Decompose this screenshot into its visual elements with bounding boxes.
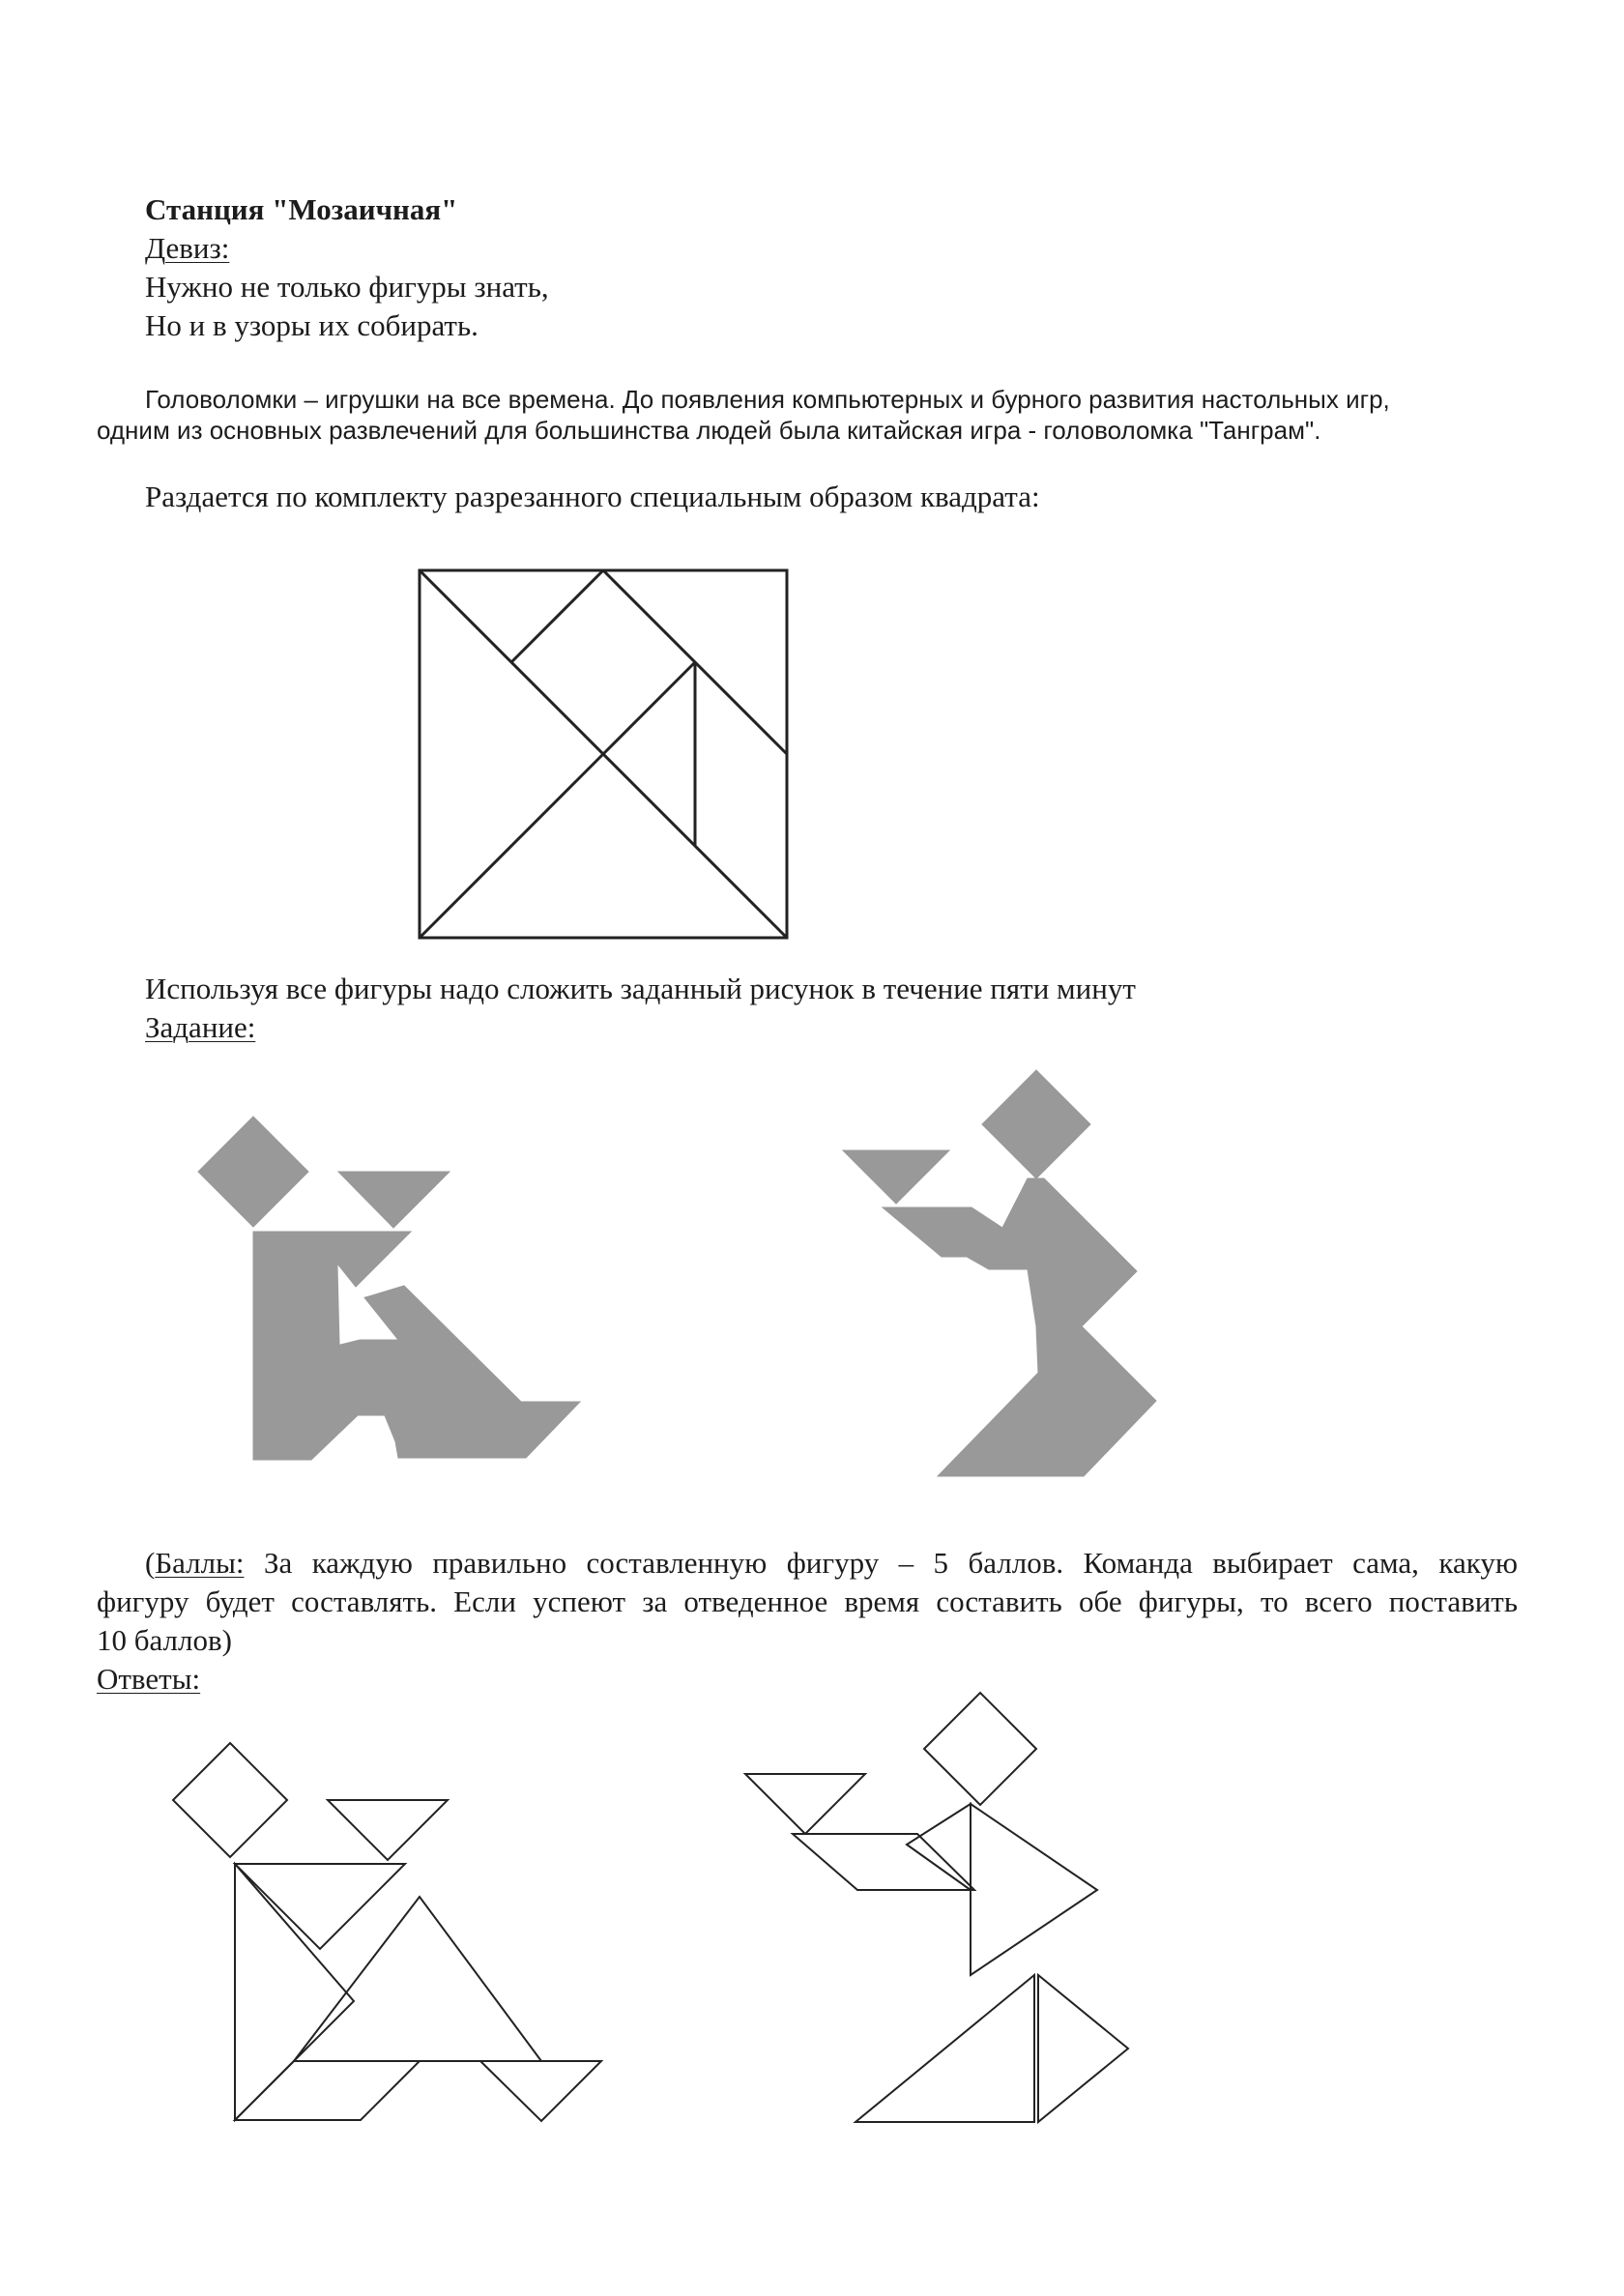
- answer2-large-triangle-upper: [971, 1804, 1097, 1975]
- intro-line-2: одним из основных развлечений для большинства людей была китайская игра - головоломка "Танграм".: [97, 416, 1321, 445]
- instruction-text: Используя все фигуры надо сложить заданный рисунок в течение пяти минут: [145, 972, 1136, 1005]
- scoring-line-3: 10 баллов): [97, 1623, 232, 1657]
- answer1-square: [173, 1743, 287, 1857]
- answer2-medium-triangle: [1038, 1975, 1128, 2122]
- motto-line-1: Нужно не только фигуры знать,: [145, 270, 549, 304]
- answer1-large-triangle-top: [294, 1897, 541, 2061]
- scoring-line-1-text: За каждую правильно составленную фигуру – 5 баллов. Команда выбирает сама, какую: [244, 1546, 1518, 1580]
- task-label: Задание:: [145, 1010, 256, 1044]
- scoring-open-paren: (: [145, 1546, 156, 1580]
- motto-line-2: Но и в узоры их собирать.: [145, 308, 478, 342]
- handout-text: Раздается по комплекту разрезанного специальным образом квадрата:: [145, 480, 1040, 513]
- motto-label: Девиз:: [145, 231, 230, 265]
- station-title: Станция "Мозаичная": [145, 192, 458, 226]
- intro-line-1: Головоломки – игрушки на все времена. До появления компьютерных и бурного развития настольных игр,: [145, 385, 1390, 414]
- answer1-medium-triangle: [235, 1864, 405, 1949]
- answer2-parallelogram: [793, 1834, 974, 1890]
- answer2-square: [924, 1693, 1036, 1805]
- answer1-large-triangle-left: [235, 1864, 354, 2120]
- answer1-parallelogram: [235, 2061, 420, 2120]
- scoring-line-2: фигуру будет составлять. Если успеют за отведенное время составить обе фигуры, то всего поставить: [97, 1584, 1518, 1618]
- answer2-small-triangle: [745, 1774, 865, 1834]
- answer2-large-triangle-lower: [856, 1975, 1034, 2122]
- scoring-label: Баллы:: [155, 1546, 245, 1580]
- answers-label: Ответы:: [97, 1662, 201, 1696]
- answer1-small-triangle: [328, 1800, 448, 1860]
- answer1-small-triangle-foot: [480, 2061, 601, 2121]
